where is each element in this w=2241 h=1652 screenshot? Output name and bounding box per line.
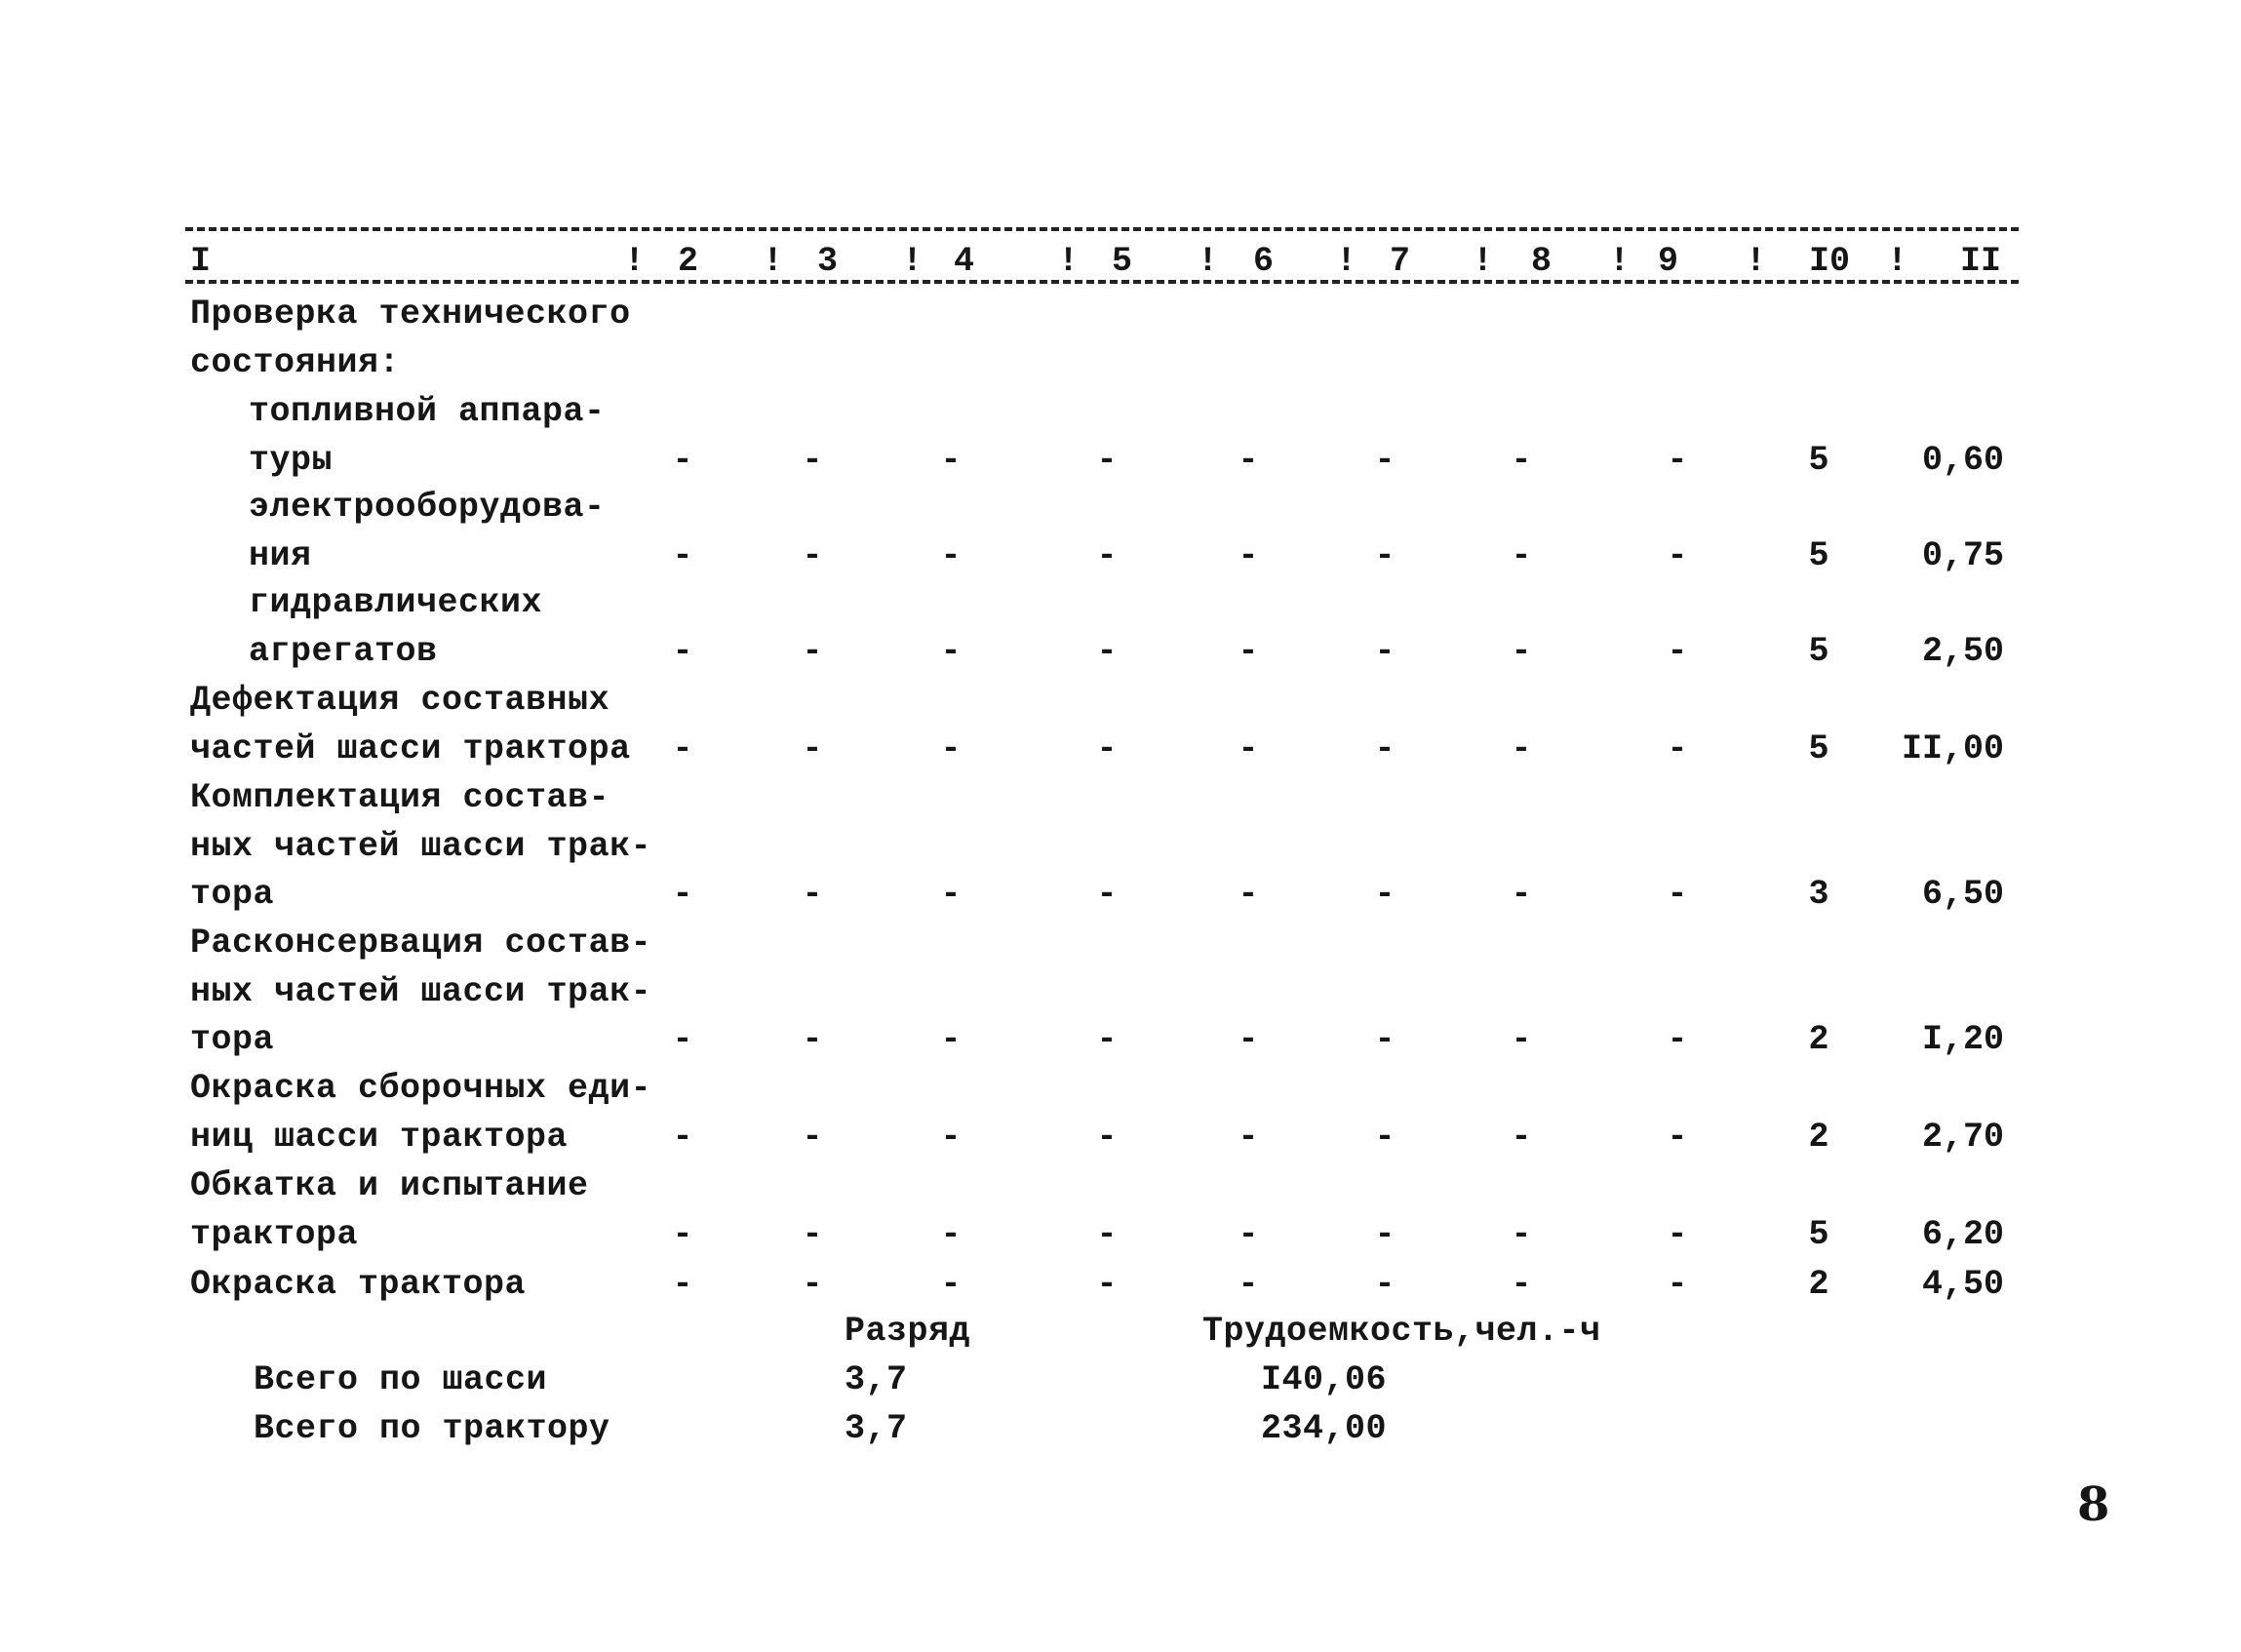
column-header-10: I0 — [1809, 242, 1851, 281]
table-cell: 5 — [1808, 728, 1829, 768]
table-cell: - — [1238, 535, 1259, 575]
table-cell: - — [802, 1214, 823, 1254]
summary-labor: 234,00 — [1261, 1409, 1388, 1448]
column-separator: ! — [1336, 242, 1357, 281]
table-cell: - — [802, 728, 823, 768]
table-cell: - — [940, 875, 962, 914]
column-separator: ! — [1609, 242, 1631, 281]
row-label-line: Окраска сборочных еди- — [190, 1069, 652, 1108]
table-cell: - — [1374, 875, 1396, 914]
table-cell: 6,20 — [1921, 1214, 2004, 1254]
table-cell: 3 — [1808, 875, 1829, 914]
column-separator: ! — [1746, 242, 1767, 281]
table-cell: 5 — [1808, 631, 1829, 671]
table-cell: - — [1667, 1214, 1688, 1254]
row-label-line: топливной аппара- — [249, 392, 606, 431]
row-label-line: тора — [190, 875, 275, 914]
table-cell: - — [802, 440, 823, 480]
table-cell: - — [1667, 631, 1688, 671]
row-label-line: Проверка технического — [190, 295, 631, 334]
table-cell: - — [1667, 1020, 1688, 1059]
row-label-line: ных частей шасси трак- — [190, 826, 652, 866]
row-label-line: трактора — [190, 1214, 359, 1254]
table-cell: 2,70 — [1921, 1117, 2004, 1157]
row-label-line: состояния: — [190, 342, 401, 382]
summary-rank: 3,7 — [845, 1409, 908, 1448]
row-label-line: Обкатка и испытание — [190, 1166, 589, 1205]
table-cell: - — [1374, 728, 1396, 768]
table-cell: 2 — [1808, 1265, 1829, 1304]
table-cell: - — [1511, 631, 1532, 671]
column-header-3: 3 — [817, 242, 839, 281]
column-header-8: 8 — [1531, 242, 1553, 281]
row-label-line: туры — [249, 440, 334, 480]
table-cell: - — [1238, 728, 1259, 768]
column-header-2: 2 — [678, 242, 699, 281]
table-cell: - — [1511, 1265, 1532, 1304]
table-cell: - — [940, 1265, 962, 1304]
row-label-line: тора — [190, 1020, 275, 1059]
header-bottom-rule — [185, 280, 2019, 284]
row-label-line: частей шасси трактора — [190, 728, 631, 768]
row-label-line: гидравлических — [249, 583, 543, 622]
table-cell: - — [940, 1117, 962, 1157]
row-label-line: Окраска трактора — [190, 1265, 527, 1304]
row-label-line: агрегатов — [249, 631, 438, 671]
table-cell: - — [1667, 535, 1688, 575]
table-cell: - — [1374, 1265, 1396, 1304]
table-cell: - — [1511, 535, 1532, 575]
table-cell: - — [1374, 631, 1396, 671]
table-cell: - — [1096, 1020, 1118, 1059]
column-header-1: I — [190, 242, 212, 281]
table-cell: 5 — [1808, 440, 1829, 480]
table-cell: - — [1238, 440, 1259, 480]
column-header-7: 7 — [1390, 242, 1411, 281]
column-header-9: 9 — [1658, 242, 1679, 281]
page-number: 8 — [2077, 1477, 2110, 1532]
table-cell: - — [1511, 440, 1532, 480]
table-cell: - — [672, 1020, 693, 1059]
table-cell: - — [940, 440, 962, 480]
table-cell: - — [1511, 1117, 1532, 1157]
table-cell: - — [1511, 728, 1532, 768]
table-cell: - — [940, 535, 962, 575]
table-cell: 5 — [1808, 1214, 1829, 1254]
row-label-line: электрооборудова- — [249, 488, 606, 527]
table-cell: - — [802, 1117, 823, 1157]
table-cell: - — [1096, 1117, 1118, 1157]
table-cell: - — [940, 631, 962, 671]
table-cell: - — [1667, 1265, 1688, 1304]
column-header-4: 4 — [954, 242, 975, 281]
table-cell: - — [940, 728, 962, 768]
table-cell: - — [1374, 1214, 1396, 1254]
table-cell: - — [672, 440, 693, 480]
summary-label: Всего по шасси — [254, 1360, 548, 1399]
table-cell: - — [1096, 875, 1118, 914]
column-separator: ! — [1198, 242, 1219, 281]
table-cell: - — [802, 535, 823, 575]
table-cell: - — [672, 875, 693, 914]
row-label-line: Дефектация составных — [190, 681, 610, 720]
table-cell: - — [1667, 440, 1688, 480]
column-header-6: 6 — [1253, 242, 1275, 281]
table-cell: - — [1096, 631, 1118, 671]
row-label-line: ния — [249, 535, 312, 575]
table-cell: 5 — [1808, 535, 1829, 575]
table-cell: - — [1238, 875, 1259, 914]
summary-rank: 3,7 — [845, 1360, 908, 1399]
table-cell: - — [1096, 1214, 1118, 1254]
table-cell: 2,50 — [1921, 631, 2004, 671]
column-header-11: II — [1960, 242, 2002, 281]
table-cell: - — [1238, 631, 1259, 671]
table-cell: - — [1667, 875, 1688, 914]
table-cell: - — [672, 1214, 693, 1254]
table-cell: - — [1374, 1117, 1396, 1157]
summary-rank-header: Разряд — [845, 1312, 971, 1351]
table-cell: - — [940, 1020, 962, 1059]
header-top-rule — [185, 227, 2019, 231]
table-cell: - — [672, 631, 693, 671]
table-cell: II,00 — [1901, 728, 2004, 768]
table-cell: - — [1096, 728, 1118, 768]
column-separator: ! — [763, 242, 784, 281]
table-cell: - — [1238, 1117, 1259, 1157]
table-cell: - — [940, 1214, 962, 1254]
column-separator: ! — [1058, 242, 1080, 281]
table-cell: 2 — [1808, 1020, 1829, 1059]
table-cell: - — [802, 1265, 823, 1304]
table-cell: 0,60 — [1921, 440, 2004, 480]
column-separator: ! — [1887, 242, 1908, 281]
table-cell: - — [1238, 1214, 1259, 1254]
table-cell: - — [672, 1117, 693, 1157]
table-cell: - — [1511, 875, 1532, 914]
row-label-line: ниц шасси трактора — [190, 1117, 569, 1157]
table-cell: - — [1667, 728, 1688, 768]
table-cell: - — [802, 1020, 823, 1059]
table-cell: - — [1096, 535, 1118, 575]
row-label-line: Расконсервация состав- — [190, 924, 652, 963]
table-cell: - — [672, 1265, 693, 1304]
row-label-line: ных частей шасси трак- — [190, 971, 652, 1011]
table-cell: I,20 — [1921, 1020, 2004, 1059]
table-cell: 0,75 — [1921, 535, 2004, 575]
column-separator: ! — [624, 242, 646, 281]
table-cell: 4,50 — [1921, 1265, 2004, 1304]
column-separator: ! — [902, 242, 924, 281]
summary-labor: I40,06 — [1261, 1360, 1388, 1399]
table-cell: 6,50 — [1921, 875, 2004, 914]
table-cell: - — [1374, 1020, 1396, 1059]
table-cell: - — [1096, 440, 1118, 480]
column-header-5: 5 — [1112, 242, 1133, 281]
table-cell: 2 — [1808, 1117, 1829, 1157]
table-cell: - — [802, 875, 823, 914]
table-cell: - — [1511, 1214, 1532, 1254]
column-separator: ! — [1473, 242, 1494, 281]
table-cell: - — [1238, 1265, 1259, 1304]
summary-label: Всего по трактору — [254, 1409, 610, 1448]
table-cell: - — [1511, 1020, 1532, 1059]
table-cell: - — [672, 728, 693, 768]
table-cell: - — [1374, 440, 1396, 480]
summary-labor-header: Трудоемкость,чел.-ч — [1202, 1312, 1601, 1351]
table-cell: - — [1238, 1020, 1259, 1059]
table-cell: - — [1096, 1265, 1118, 1304]
table-cell: - — [802, 631, 823, 671]
table-cell: - — [1667, 1117, 1688, 1157]
table-cell: - — [1374, 535, 1396, 575]
row-label-line: Комплектация состав- — [190, 778, 610, 817]
table-cell: - — [672, 535, 693, 575]
